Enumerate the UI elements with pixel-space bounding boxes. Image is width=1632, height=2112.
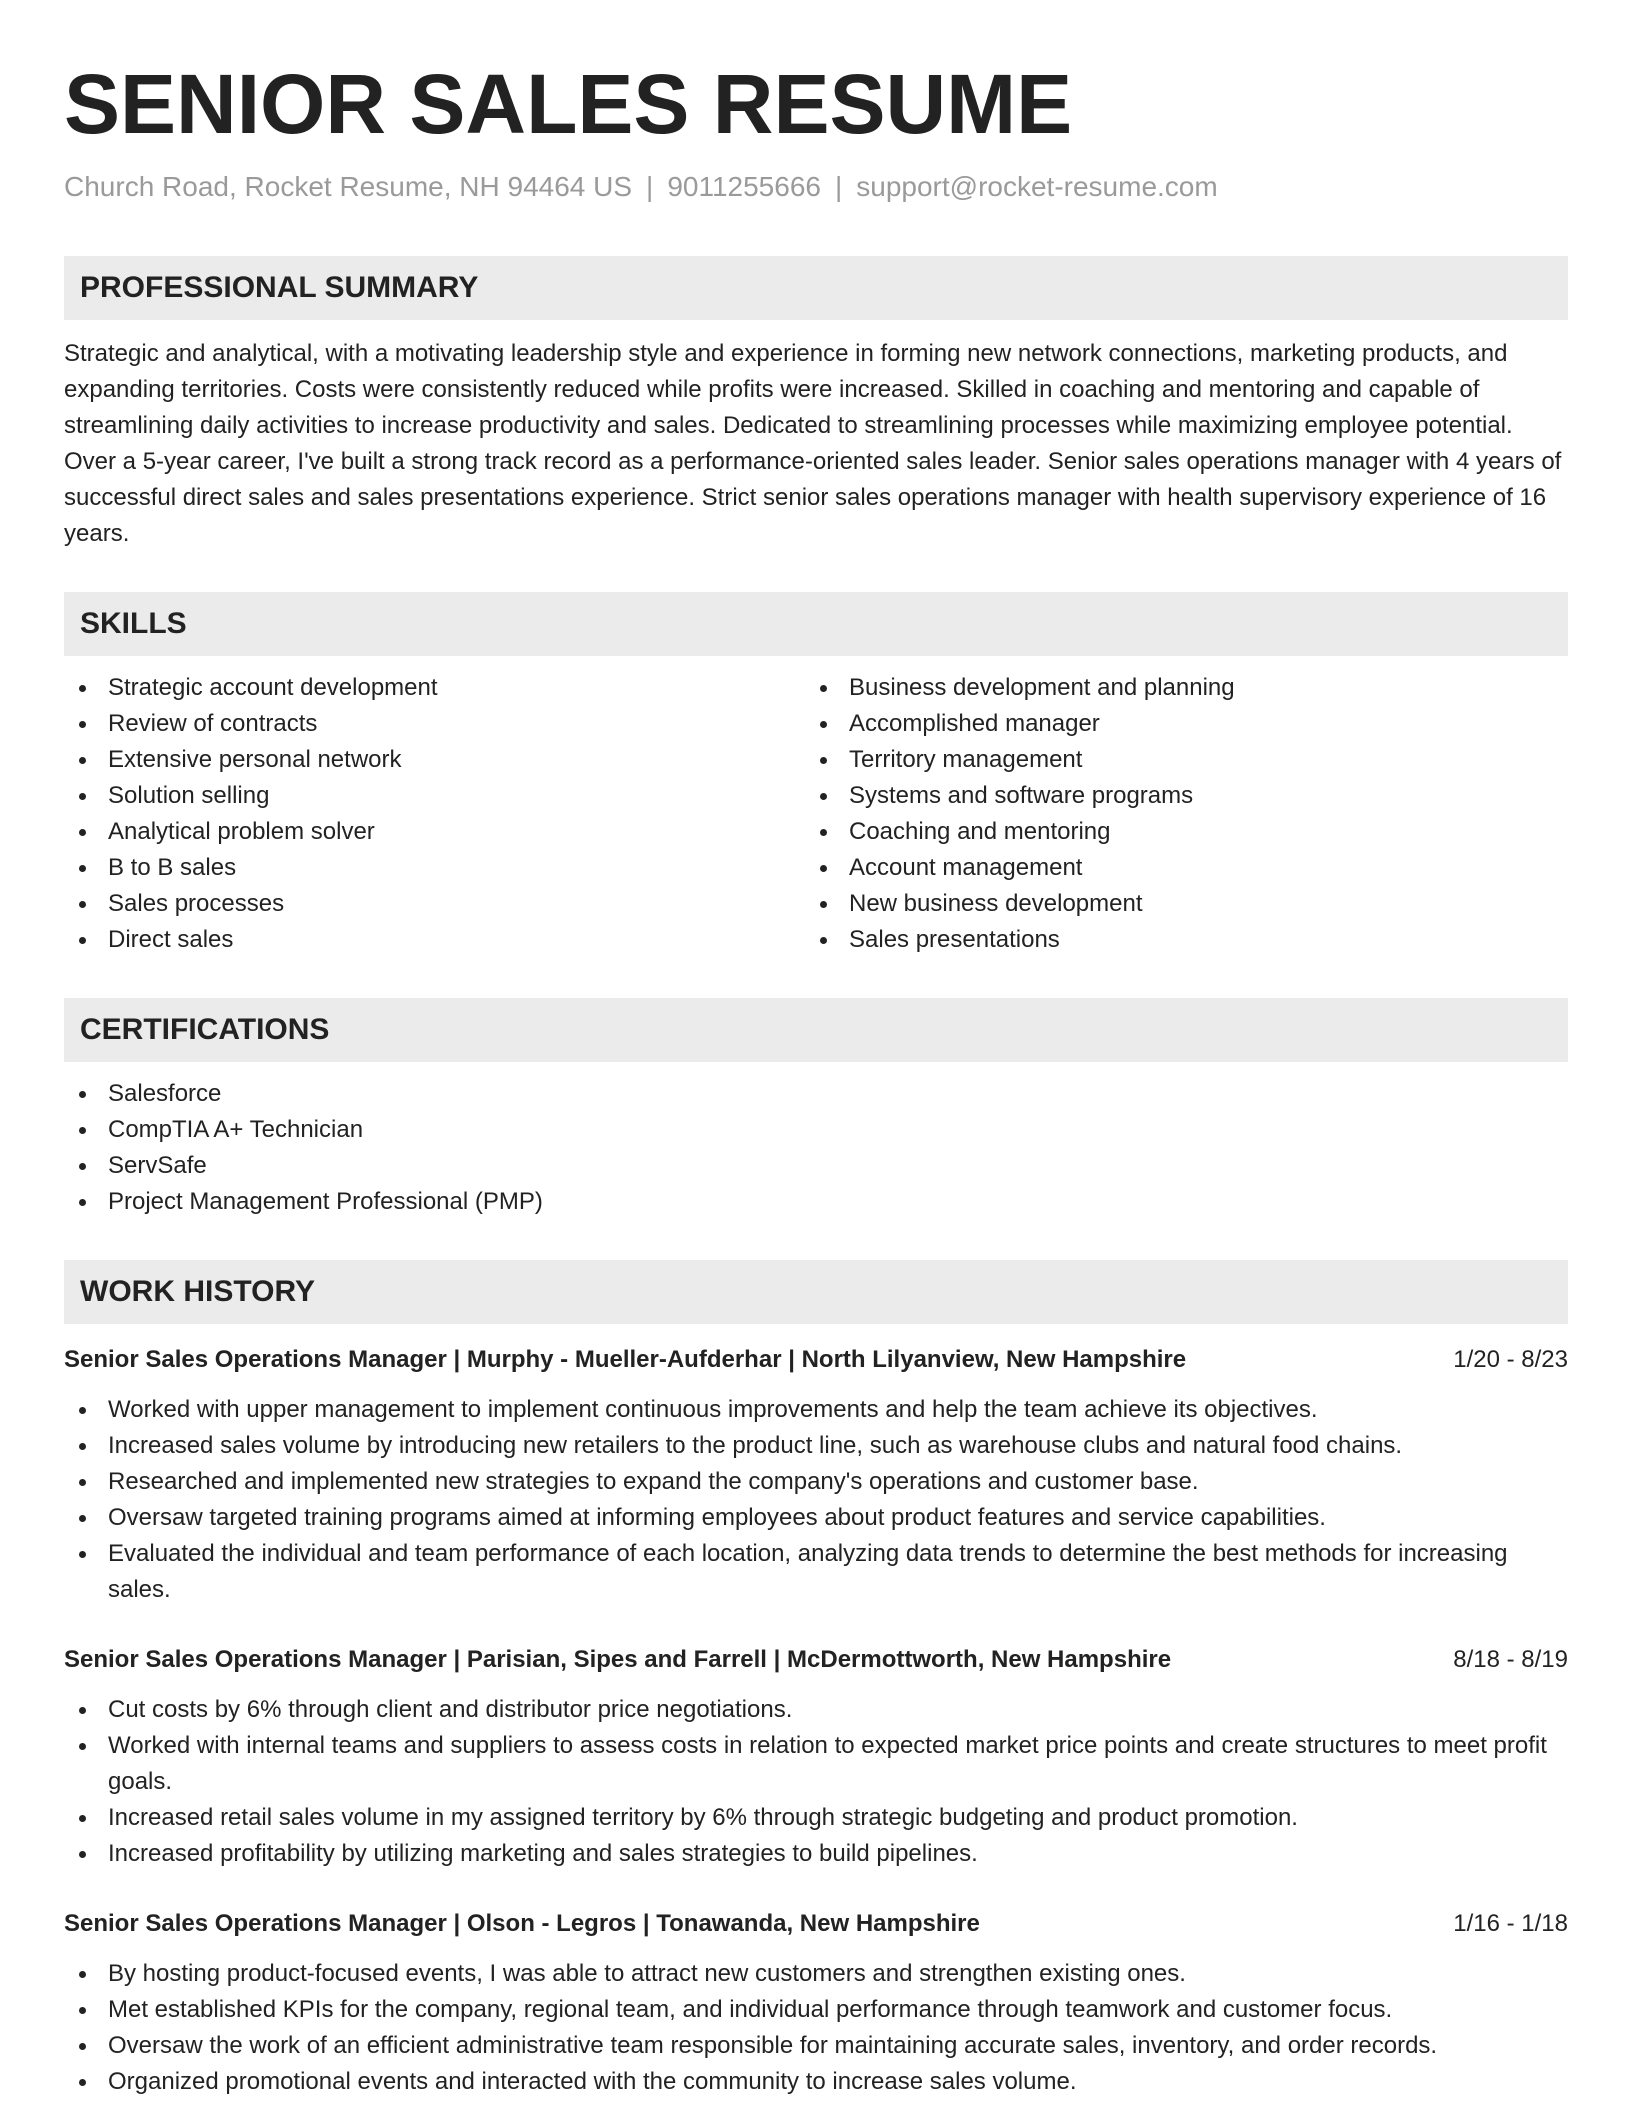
- job-bullets: [64, 1956, 1568, 2100]
- job-bullets: [64, 1392, 1568, 1608]
- section-header-work-history: WORK HISTORY: [64, 1260, 1568, 1324]
- skill-item: Accomplished manager: [805, 706, 1546, 742]
- section-header-summary: PROFESSIONAL SUMMARY: [64, 256, 1568, 320]
- contact-address: Church Road, Rocket Resume, NH 94464 US: [64, 171, 633, 202]
- job-bullet: By hosting product-focused events, I was able to attract new customers and strengthen existing ones.: [64, 1956, 1568, 1992]
- certification-item: CompTIA A+ Technician: [64, 1112, 1568, 1148]
- job-header: [64, 1906, 1568, 1942]
- skill-item: Review of contracts: [64, 706, 805, 742]
- resume-title: SENIOR SALES RESUME: [64, 57, 1073, 151]
- job-bullet: Researched and implemented new strategies to expand the company's operations and customer base.: [64, 1464, 1568, 1500]
- job-header: [64, 1642, 1568, 1678]
- job-bullet: Evaluated the individual and team performance of each location, analyzing data trends to determine the best methods for increasing sales.: [64, 1536, 1568, 1608]
- job-bullet: Met established KPIs for the company, regional team, and individual performance through teamwork and customer focus.: [64, 1992, 1568, 2028]
- section-header-skills: SKILLS: [64, 592, 1568, 656]
- skills-list-right: [805, 670, 1546, 958]
- skill-item: B to B sales: [64, 850, 805, 886]
- contact-separator: |: [646, 171, 654, 202]
- job-bullet: Increased profitability by utilizing marketing and sales strategies to build pipelines.: [64, 1836, 1568, 1872]
- job-dates: 1/20 - 8/23: [1453, 1346, 1568, 1373]
- job-bullet: Organized promotional events and interacted with the community to increase sales volume.: [64, 2064, 1568, 2100]
- job-heading: Senior Sales Operations Manager | Parisian, Sipes and Farrell | McDermottworth, New Hampshire: [64, 1646, 1172, 1673]
- job-bullet: Worked with internal teams and suppliers to assess costs in relation to expected market price points and create structures to meet profit goals.: [64, 1728, 1568, 1800]
- skill-item: Solution selling: [64, 778, 805, 814]
- job-bullet: Oversaw targeted training programs aimed at informing employees about product features and service capabilities.: [64, 1500, 1568, 1536]
- job-entry: [64, 1342, 1568, 1608]
- job-bullet: Increased sales volume by introducing new retailers to the product line, such as warehouse clubs and natural food chains.: [64, 1428, 1568, 1464]
- section-header-certifications: CERTIFICATIONS: [64, 998, 1568, 1062]
- job-bullet: Oversaw the work of an efficient administrative team responsible for maintaining accurate sales, inventory, and order records.: [64, 2028, 1568, 2064]
- job-bullets: [64, 1692, 1568, 1872]
- summary-text: Strategic and analytical, with a motivating leadership style and experience in forming new network connections, marketing products, and expanding territories. Costs were consistently reduced while profits were increased. Skilled in coaching and mentoring and capable of streamlining daily activities to increase productivity and sales. Dedicated to streamlining processes while maximizing employee potential. Over a 5-year career, I've built a strong track record as a performance-oriented sales leader. Senior sales operations manager with 4 years of successful direct sales and sales presentations experience. Strict senior sales operations manager with health supervisory experience of 16 years.: [64, 340, 1562, 547]
- job-bullet: Increased retail sales volume in my assigned territory by 6% through strategic budgeting and product promotion.: [64, 1800, 1568, 1836]
- skill-item: New business development: [805, 886, 1546, 922]
- job-bullet: Worked with upper management to implement continuous improvements and help the team achieve its objectives.: [64, 1392, 1568, 1428]
- skill-item: Strategic account development: [64, 670, 805, 706]
- job-dates: 1/16 - 1/18: [1453, 1910, 1568, 1937]
- skill-item: Direct sales: [64, 922, 805, 958]
- certification-item: Project Management Professional (PMP): [64, 1184, 1568, 1220]
- job-header: [64, 1342, 1568, 1378]
- contact-email: support@rocket-resume.com: [856, 171, 1218, 202]
- job-entry: [64, 1906, 1568, 2100]
- job-heading: Senior Sales Operations Manager | Murphy - Mueller-Aufderhar | North Lilyanview, New Hampshire: [64, 1346, 1187, 1373]
- skill-item: Analytical problem solver: [64, 814, 805, 850]
- contact-phone: 9011255666: [667, 171, 821, 202]
- skills-grid: [64, 656, 1568, 958]
- job-dates: 8/18 - 8/19: [1453, 1646, 1568, 1673]
- job-entry: [64, 1642, 1568, 1872]
- skill-item: Systems and software programs: [805, 778, 1546, 814]
- skill-item: Business development and planning: [805, 670, 1546, 706]
- skill-item: Account management: [805, 850, 1546, 886]
- contact-separator: |: [834, 171, 843, 202]
- skill-item: Extensive personal network: [64, 742, 805, 778]
- skills-list-left: [64, 670, 805, 958]
- certifications-list: [64, 1076, 1568, 1220]
- skill-item: Sales processes: [64, 886, 805, 922]
- contact-line: [64, 170, 1568, 204]
- certification-item: Salesforce: [64, 1076, 1568, 1112]
- skill-item: Territory management: [805, 742, 1546, 778]
- skill-item: Coaching and mentoring: [805, 814, 1546, 850]
- certification-item: ServSafe: [64, 1148, 1568, 1184]
- skill-item: Sales presentations: [805, 922, 1546, 958]
- job-bullet: Cut costs by 6% through client and distributor price negotiations.: [64, 1692, 1568, 1728]
- job-heading: Senior Sales Operations Manager | Olson - Legros | Tonawanda, New Hampshire: [64, 1910, 980, 1937]
